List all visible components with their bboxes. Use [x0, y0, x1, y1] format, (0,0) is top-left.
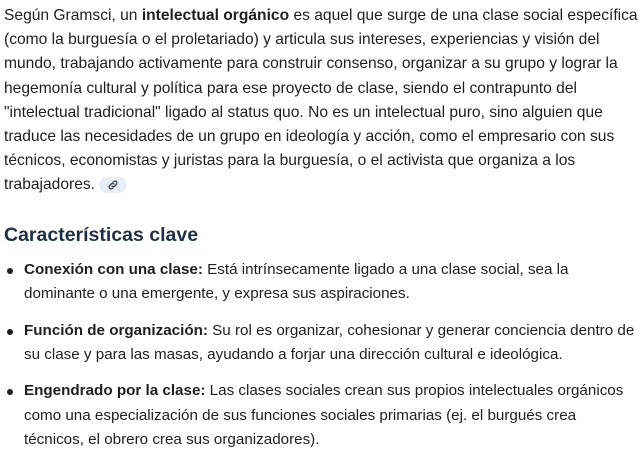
intro-bold-term: intelectual orgánico [141, 7, 290, 24]
list-item-title: Conexión con una clase: [24, 260, 203, 278]
link-icon [107, 179, 119, 191]
intro-text-rest: es aquel que surge de una clase social específica (como la burguesía o el proletariado) y articula sus intereses, experiencias y visión del mundo, trabajando activamente para construir consenso, organizar a su grupo y lograr la hegemonía cultural y política para ese proyecto de clase, siendo el contrapunto del "intelectual tradicional" ligado al status quo. No es un intelectual puro, sino alguien que traduce las necesidades de un grupo en ideología y acción, como el empresario con sus técnicos, economistas y juristas para la burguesía, o el activista que organiza a los trabajadores. [4, 7, 638, 194]
source-link-chip[interactable] [99, 177, 127, 193]
list-item [4, 379, 640, 452]
list-item [4, 258, 640, 306]
intro-paragraph [4, 0, 640, 198]
list-item-title: Engendrado por la clase: [24, 382, 206, 400]
list-item-text: Las clases sociales crean sus propios intelectuales orgánicos como una especialización de sus funciones sociales primarias (ej. el burgués crea técnicos, el obrero crea sus organizadores). [24, 382, 624, 448]
list-item-text: Su rol es organizar, cohesionar y generar conciencia dentro de su clase y para las masas, ayudando a forjar una dirección cultural e ideológica. [24, 321, 635, 363]
list-item-text: Está intrínsecamente ligado a una clase social, sea la dominante o una emergente, y expresa sus aspiraciones. [24, 260, 569, 302]
bullet-icon [7, 329, 13, 335]
list-item [4, 319, 640, 367]
characteristics-list [4, 258, 640, 452]
intro-text-start: Según Gramsci, un [4, 7, 142, 24]
bullet-icon [7, 268, 13, 274]
section-heading: Características clave [4, 223, 199, 246]
bullet-icon [7, 389, 13, 395]
list-item-title: Función de organización: [24, 321, 208, 339]
